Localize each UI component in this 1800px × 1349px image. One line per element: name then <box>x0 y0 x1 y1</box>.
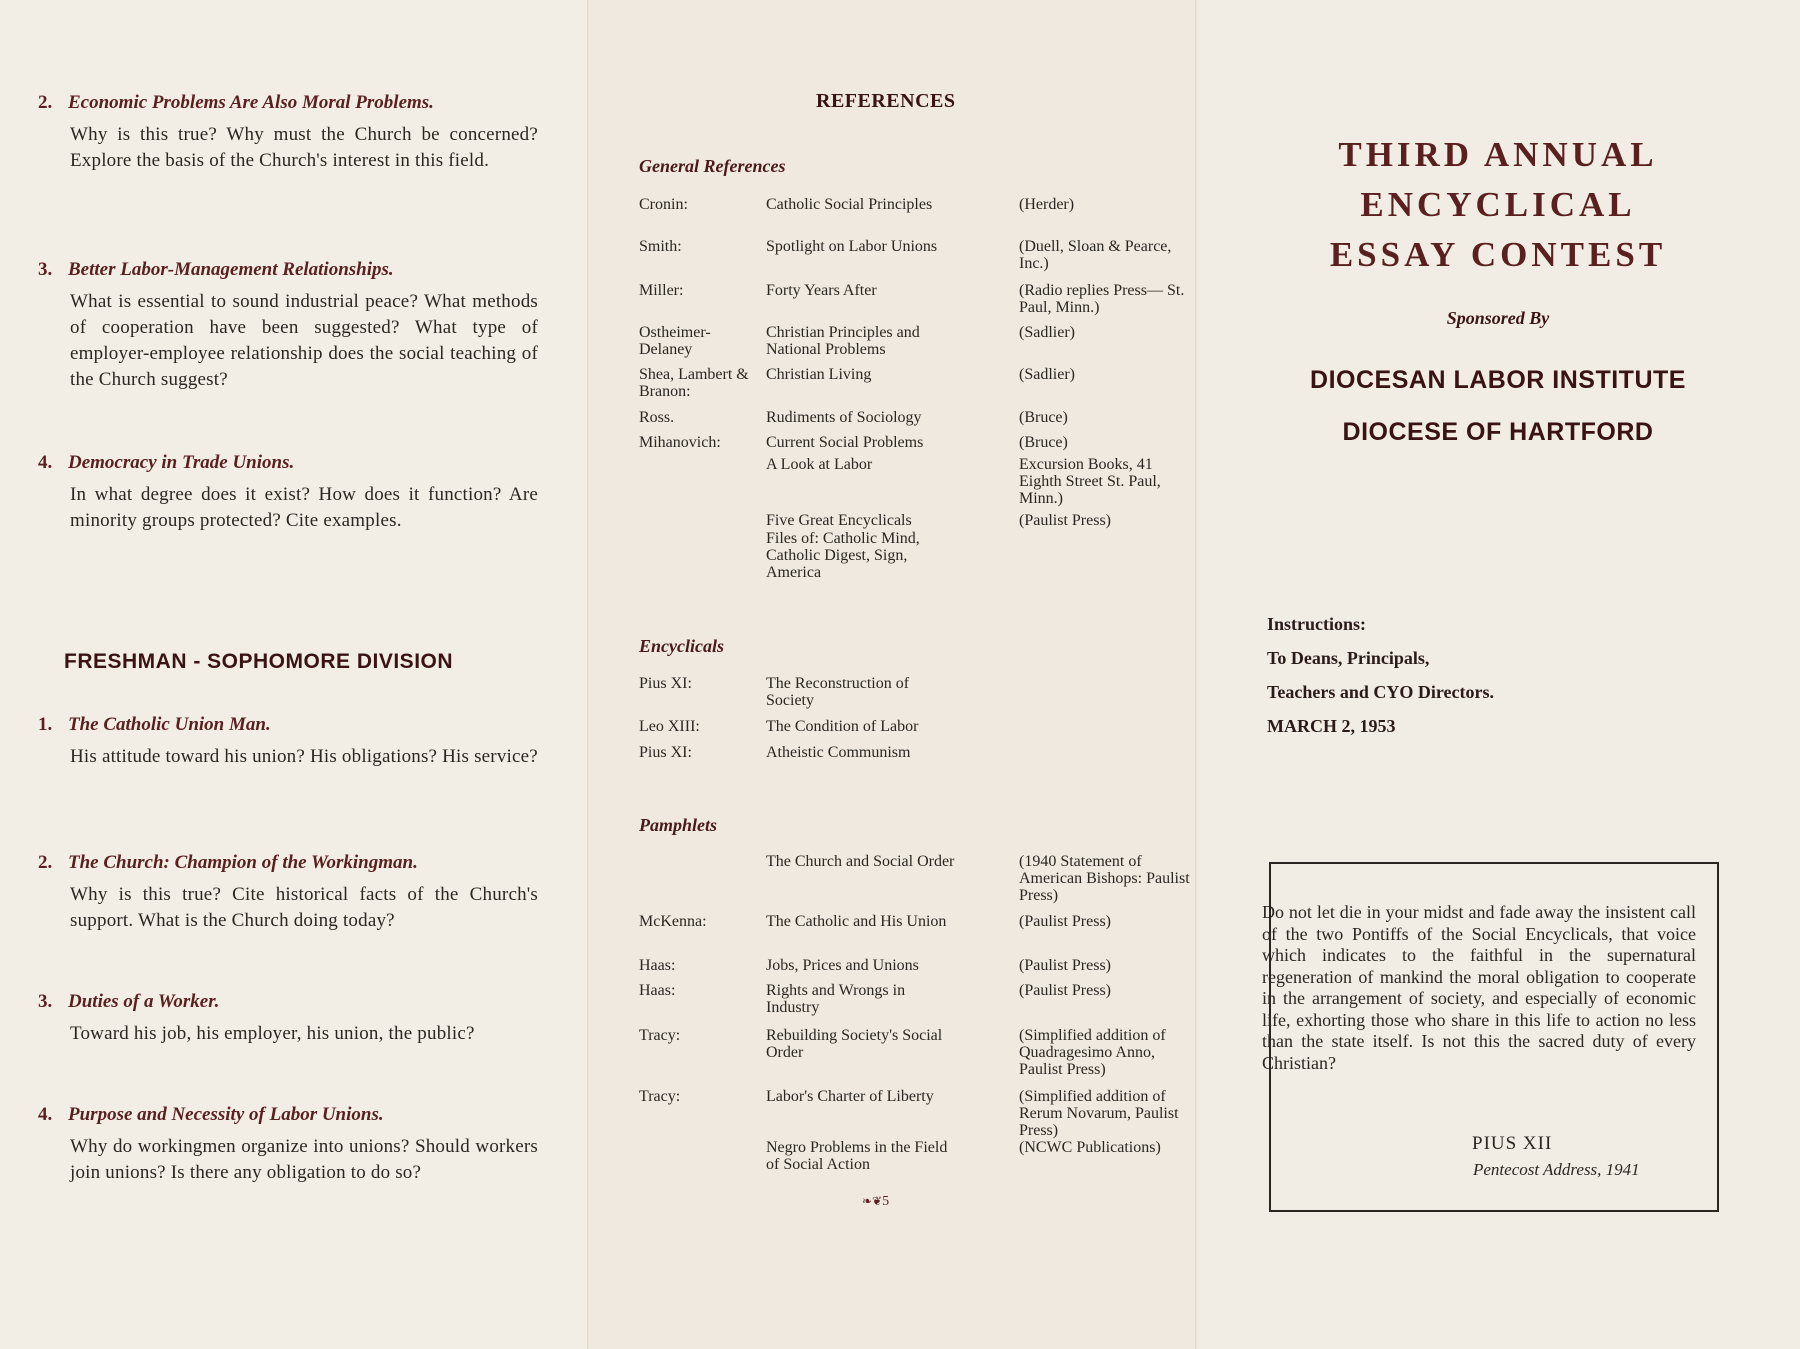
org-name: DIOCESAN LABOR INSTITUTE <box>1310 366 1686 394</box>
question-block <box>38 1104 538 1186</box>
question-body: Why is this true? Why must the Church be concerned? Explore the basis of the Church's interest in this field. <box>70 124 538 171</box>
question-body: In what degree does it exist? How does it function? Are minority groups protected? Cite examples. <box>70 484 538 531</box>
quote-text: Do not let die in your midst and fade away the insistent call of the two Pontiffs of the Social Encyclicals, that voice which indicates to the faithful in the supernatural regeneration of mankind the moral obligation to cooperate in the arrangement of society, and especially of economic life, exhorting those who share in this life to action no less than the state itself. Is not this the sacred duty of every Christian? <box>1262 902 1696 1073</box>
question-block <box>38 92 538 174</box>
ornament-icon: ❧❦ <box>862 1194 883 1208</box>
reference-author: Mihanovich: <box>639 434 721 451</box>
reference-title: Rudiments of Sociology <box>766 409 922 426</box>
reference-author: Haas: <box>639 957 676 974</box>
diocese-name: DIOCESE OF HARTFORD <box>1342 418 1654 446</box>
question-block <box>38 452 538 534</box>
reference-author: Cronin: <box>639 196 688 213</box>
page-number: ❧❦5 <box>862 1194 890 1209</box>
question-title: 3. Better Labor-Management Relationships. <box>38 259 394 280</box>
pamphlets-heading: Pamphlets <box>639 815 718 835</box>
question-title: 3. Duties of a Worker. <box>38 991 220 1012</box>
question-block <box>38 259 538 393</box>
recipients-line-2: Teachers and CYO Directors. <box>1267 682 1494 702</box>
reference-title: Five Great Encyclicals <box>766 512 912 529</box>
reference-author: Shea, Lambert & Branon: <box>639 366 749 400</box>
question-body: Toward his job, his employer, his union, the public? <box>70 1023 475 1044</box>
reference-publisher: (Sadlier) <box>1019 366 1075 383</box>
reference-author: Smith: <box>639 238 682 255</box>
reference-publisher: Excursion Books, 41 Eighth Street St. Paul, Minn.) <box>1019 456 1161 507</box>
reference-author: Ostheimer-Delaney <box>639 324 711 358</box>
reference-publisher: (Simplified addition of Rerum Novarum, Paulist Press) <box>1019 1088 1179 1139</box>
reference-publisher: (Paulist Press) <box>1019 512 1111 529</box>
reference-author: Leo XIII: <box>639 718 700 735</box>
reference-title: Christian Principles and National Problems <box>766 324 920 358</box>
recipients-line-1: To Deans, Principals, <box>1267 648 1430 668</box>
reference-author: Pius XI: <box>639 675 692 692</box>
references-panel <box>588 0 1196 1349</box>
reference-author: McKenna: <box>639 913 707 930</box>
contest-title: THIRD ANNUAL ENCYCLICAL ESSAY CONTEST <box>1329 135 1667 274</box>
reference-title: Labor's Charter of Liberty <box>766 1088 934 1105</box>
reference-title: The Church and Social Order <box>766 853 955 870</box>
general-references-heading: General References <box>639 156 786 176</box>
reference-title: Forty Years After <box>766 282 877 299</box>
question-body: Why is this true? Cite historical facts of the Church's support. What is the Church doing today? <box>70 884 538 931</box>
encyclicals-heading: Encyclicals <box>639 636 724 656</box>
reference-title: Current Social Problems <box>766 434 924 451</box>
division-heading: FRESHMAN - SOPHOMORE DIVISION <box>64 650 454 673</box>
reference-author: Pius XI: <box>639 744 692 761</box>
quote-source: Pentecost Address, 1941 <box>1473 1160 1640 1179</box>
question-block <box>38 714 538 770</box>
reference-title: Atheistic Communism <box>766 744 911 761</box>
reference-title: Catholic Social Principles <box>766 196 933 213</box>
reference-title: Spotlight on Labor Unions <box>766 238 938 255</box>
reference-author: Haas: <box>639 982 676 999</box>
question-block <box>38 991 538 1047</box>
reference-author: Tracy: <box>639 1027 681 1044</box>
reference-publisher: (NCWC Publications) <box>1019 1139 1161 1156</box>
references-title: REFERENCES <box>816 90 956 112</box>
reference-title: The Catholic and His Union <box>766 913 947 930</box>
reference-author: Miller: <box>639 282 684 299</box>
reference-publisher: (Duell, Sloan & Pearce, Inc.) <box>1019 238 1172 272</box>
reference-publisher: (Radio replies Press— St. Paul, Minn.) <box>1019 282 1185 316</box>
reference-publisher: (Paulist Press) <box>1019 982 1111 999</box>
reference-publisher: (Sadlier) <box>1019 324 1075 341</box>
question-body: What is essential to sound industrial peace? What methods of cooperation have been suggested? What type of employer-employee relationship does the social teaching of the Church suggest? <box>70 291 538 390</box>
question-body: Why do workingmen organize into unions? Should workers join unions? Is there any obligation to do so? <box>70 1136 538 1183</box>
quote-author: PIUS XII <box>1472 1133 1553 1154</box>
reference-author: Tracy: <box>639 1088 681 1105</box>
question-title: 2. The Church: Champion of the Workingman. <box>38 852 418 873</box>
reference-title: Jobs, Prices and Unions <box>766 957 919 974</box>
question-title: 4. Democracy in Trade Unions. <box>38 452 295 473</box>
instructions-label: Instructions: <box>1267 614 1367 634</box>
sponsored-by: Sponsored By <box>1446 308 1550 328</box>
reference-publisher: (1940 Statement of American Bishops: Paulist Press) <box>1019 853 1190 904</box>
reference-title: Negro Problems in the Field of Social Action <box>766 1139 948 1173</box>
question-block <box>38 852 538 934</box>
reference-title: Christian Living <box>766 366 872 383</box>
question-body: His attitude toward his union? His obligations? His service? <box>70 746 538 767</box>
reference-publisher: (Bruce) <box>1019 409 1068 426</box>
reference-publisher: (Bruce) <box>1019 434 1068 451</box>
reference-title: The Condition of Labor <box>766 718 919 735</box>
question-title: 4. Purpose and Necessity of Labor Unions. <box>38 1104 384 1125</box>
reference-title: A Look at Labor <box>766 456 873 473</box>
date: MARCH 2, 1953 <box>1267 716 1396 736</box>
reference-title: Rights and Wrongs in Industry <box>766 982 906 1016</box>
reference-publisher: (Paulist Press) <box>1019 913 1111 930</box>
reference-publisher: (Paulist Press) <box>1019 957 1111 974</box>
question-title: 2. Economic Problems Are Also Moral Problems. <box>38 92 434 113</box>
reference-title: Files of: Catholic Mind, Catholic Digest, Sign, America <box>766 530 920 581</box>
reference-author: Ross. <box>639 409 675 426</box>
question-title: 1. The Catholic Union Man. <box>38 714 271 735</box>
reference-publisher: (Herder) <box>1019 196 1075 213</box>
reference-title: The Reconstruction of Society <box>766 675 910 709</box>
reference-publisher: (Simplified addition of Quadragesimo Anno, Paulist Press) <box>1019 1027 1166 1078</box>
reference-title: Rebuilding Society's Social Order <box>766 1027 943 1061</box>
